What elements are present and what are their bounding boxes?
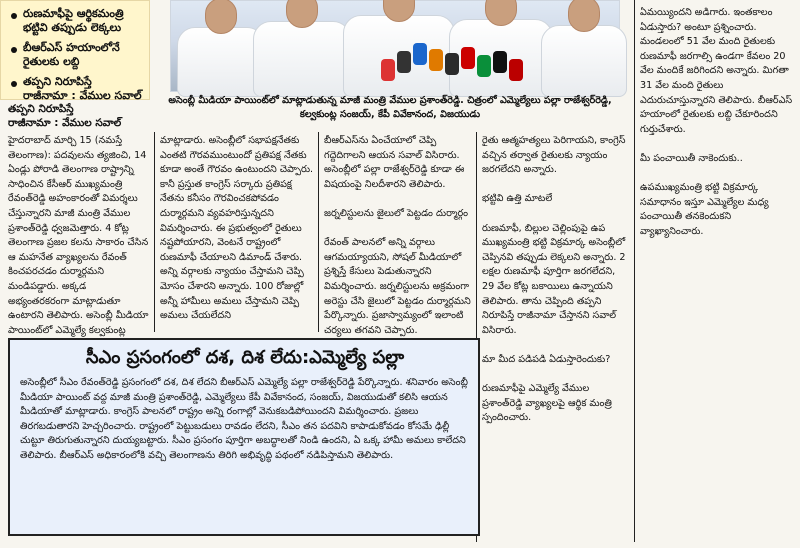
mic-icon (493, 51, 507, 73)
article-column-4: రైతు ఆత్మహత్యలు పెరిగాయని, కాంగ్రెస్‌ వచ్చిన తర్వాత రైతులకు న్యాయం జరగలేదని అన్నారు. భట్టివి ఉత్తి మాటలే రుణమాఫీ, బిల్లుల చెల్లింపుపై ఉప ముఖ్యమంత్రి భట్టి విక్రమార్క అసెంబ్లీలో చెప్పినవి తప్పుడు లెక్కలని అన్నారు. 2 లక్షల రుణమాఫీ పూర్తిగా జరగలేదని, 29 వేల కోట్ల బకాయిలు ఉన్నాయని తెలిపారు. తాను చెప్పింది తప్పని నిరూపిస్తే రాజీనామా చేస్తానని సవాల్‌ విసిరారు. మా మీద పడిపడి ఏడుస్తారెందుకు? రుణమాఫీపై ఎమ్మెల్యే వేముల ప్రశాంత్‌రెడ్డి వ్యాఖ్యలపై ఆర్థిక మంత్రి స్పందించారు. (482, 135, 626, 424)
microphone-cluster (381, 41, 531, 101)
mic-icon (429, 49, 443, 71)
article-column-1: హైదరాబాద్‌ మార్చి 15 (నమస్తే తెలంగాణ): పదవులను త్యజించి, 14 ఏండ్లు పోరాడి తెలంగాణ రాష్ట్రాన్ని సాధించిన కేసీఆర్‌ ముఖ్యమంత్రి రేవంత్‌రెడ్డి అహంకారంతో విమర్శలు చేస్తున్నారని మాజీ మంత్రి వేముల ప్రశాంత్‌రెడ్డి ధ్వజమెత్తారు. 4 కోట్ల తెలంగాణ ప్రజల కలను సాకారం చేసిన ఆ మహనేత వ్యాఖ్యలను రేవంత్‌ కించపరచడం దుర్మార్గమని మండిపడ్డారు. అక్కడ అభ్యంతరకరంగా మాట్లాడుతూ ఉంటారని తెలిపారు. అసెంబ్లీ మీడియా పాయింట్‌లో ఎమ్మెల్యే కల్వకుంట్ల (8, 135, 149, 336)
mic-icon (413, 43, 427, 65)
person-1 (177, 27, 265, 97)
sidebar-signoff: తప్పని నిరూపిస్తే రాజీనామా : వేముల సవాల్ (8, 103, 122, 129)
column-divider (634, 0, 635, 542)
bullet-dot-icon (11, 13, 17, 19)
column-divider (318, 132, 319, 332)
bullet-dot-icon (11, 47, 17, 53)
person-2 (253, 21, 351, 97)
highlight-text-2: బీఆర్ఎస్ హయాంలోనే రైతులకు లబ్ది (23, 41, 120, 68)
mic-icon (461, 47, 475, 69)
boxed-story-body: అసెంబ్లీలో సీఎం రేవంత్‌రెడ్డి ప్రసంగంలో దశ, దిశ లేదని బీఆర్ఎస్ ఎమ్మెల్యే పల్లా రాజేశ్వర్‌రెడ్డి పేర్కొన్నారు. శనివారం అసెంబ్లీ మీడియా పాయింట్‌ వద్ద మాజీ మంత్రి ప్రశాంత్‌రెడ్డి, ఎమ్మెల్యేలు కేపీ వివేకానంద, సంజయ్, విజయుడుతో కలిసి ఆయన మీడియాతో మాట్లాడారు. కాంగ్రెస్ పాలనలో రాష్ట్రం అన్ని రంగాల్లో వెనుకబడిపోయిందని విమర్శించారు. ప్రజలు తిరగబడుతారని హెచ్చరించారు. రాష్ట్రంలో పెట్టుబడులు రావడం లేదని, సీఎం తన పదవిని కాపాడుకోవడం కోసమే ఢిల్లీ చుట్టూ తిరుగుతున్నారని దుయ్యబట్టారు. సీఎం ప్రసంగం పూర్తిగా అబద్ధాలతో నిండి ఉందని, ఏ ఒక్క హామీ అమలు కాలేదని తెలిపారు. బీఆర్ఎస్ అధికారంలోకి వచ్చి తెలంగాణను తిరిగి అభివృద్ధి పథంలో నడిపిస్తామని తెలిపారు. (20, 377, 468, 461)
person-head-icon (205, 0, 237, 34)
highlight-item-3 (11, 75, 143, 103)
article-column-2: మాట్లాడారు. అసెంబ్లీలో సభాపక్షనేతకు ఎంతటి గౌరవముంటుందో ప్రతిపక్ష నేతకు కూడా అంతే గౌరవం ఉంటుందని చెప్పారు. కానీ ప్రస్తుత కాంగ్రెస్‌ సర్కారు ప్రతిపక్ష నేతను కనీసం గౌరవించకపోవడం దుర్మార్గమని వ్యవహరిస్తున్నదని విమర్శించారు. ఈ ప్రభుత్వంలో రైతులు నష్టపోయారని, వెంటనే రాష్ట్రంలో రుణమాఫీ చేయాలని డిమాండ్‌ చేశారు. అన్ని వర్గాలకు న్యాయం చేస్తామని చెప్పి మోసం చేశారని అన్నారు. 100 రోజుల్లో అన్నీ హామీలు అమలు చేస్తామని చెప్పి అమలు చేయలేదని (160, 135, 314, 322)
mic-icon (381, 59, 395, 81)
bullet-dot-icon (11, 81, 17, 87)
column-divider (154, 132, 155, 332)
highlight-item-1 (11, 7, 143, 35)
highlight-text-3: తప్పని నిరూపిస్తే రాజీనామా : వేముల సవాల్ (23, 75, 142, 102)
mic-icon (509, 59, 523, 81)
boxed-story-headline: సీఎం ప్రసంగంలో దశ, దిశ లేదు:ఎమ్మెల్యే పల్లా (85, 347, 405, 368)
sidebar-highlights (0, 0, 150, 100)
mic-icon (397, 51, 411, 73)
photo-caption: అసెంబ్లీ మీడియా పాయింట్‌లో మాట్లాడుతున్న మాజీ మంత్రి వేముల ప్రశాంత్‌రెడ్డి. చిత్రంలో ఎమ్మెల్యేలు పల్లా రాజేశ్వర్‌రెడ్డి, కల్వకుంట్ల సంజయ్, కేపీ వివేకానంద, విజయుడు (168, 95, 612, 120)
news-photo (170, 0, 620, 92)
mic-icon (477, 55, 491, 77)
person-head-icon (383, 0, 415, 22)
highlight-item-2 (11, 41, 143, 69)
mic-icon (445, 53, 459, 75)
highlight-text-1: రుణమాఫీపై ఆర్థికమంత్రి భట్టివి తప్పుడు లెక్కలు (23, 7, 124, 34)
person-head-icon (485, 0, 517, 26)
article-column-3: బీఆర్‌ఎస్‌ను ఏంచేయాలో చెప్పి గద్దెదిగాలని ఆయన సవాల్‌ విసిరారు. అసెంబ్లీలో పల్లా రాజేశ్వర్‌రెడ్డి కూడా ఈ విషయంపై నిలదీశారని తెలిపారు. జర్నలిస్టులను జైలులో పెట్టడం దుర్మార్గం రేవంత్‌ పాలనలో అన్ని వర్గాలు ఆగమయ్యాయని, సోషల్‌ మీడియాలో ప్రశ్నిస్తే కేసులు పెడుతున్నారని విమర్శించారు. జర్నలిస్టులను అక్రమంగా అరెస్టు చేసి జైలులో పెట్టడం దుర్మార్గమని పేర్కొన్నారు. ప్రజాస్వామ్యంలో ఇలాంటి చర్యలు తగవని చెప్పారు. (324, 135, 471, 336)
boxed-story (8, 338, 480, 536)
person-head-icon (286, 0, 318, 28)
person-head-icon (568, 0, 600, 32)
article-column-5: ఏమయ్యిందని అడిగారు. ఇంతకాలం ఏడుస్తారు? అంటూ ప్రశ్నించారు. మండలంలో 51 వేల మంది రైతులకు రుణమాఫీ జరగాల్సి ఉండగా కేవలం 20 వేల మందికే జరిగిందని అన్నారు. మిగతా 31 వేల మంది రైతులు ఎదురుచూస్తున్నారని తెలిపారు. బీఆర్‌ఎస్‌ హయాంలో రైతులకు లబ్ది చేకూరిందని గుర్తుచేశారు. మీ పంచాయితీ నాకెందుకు.. ఉపముఖ్యమంత్రి భట్టి విక్రమార్క సమాధానం ఇస్తూ ఎమ్మెల్యేల మధ్య పంచాయితీ తనకెందుకని వ్యాఖ్యానించారు. (640, 7, 793, 237)
person-5 (541, 25, 627, 97)
